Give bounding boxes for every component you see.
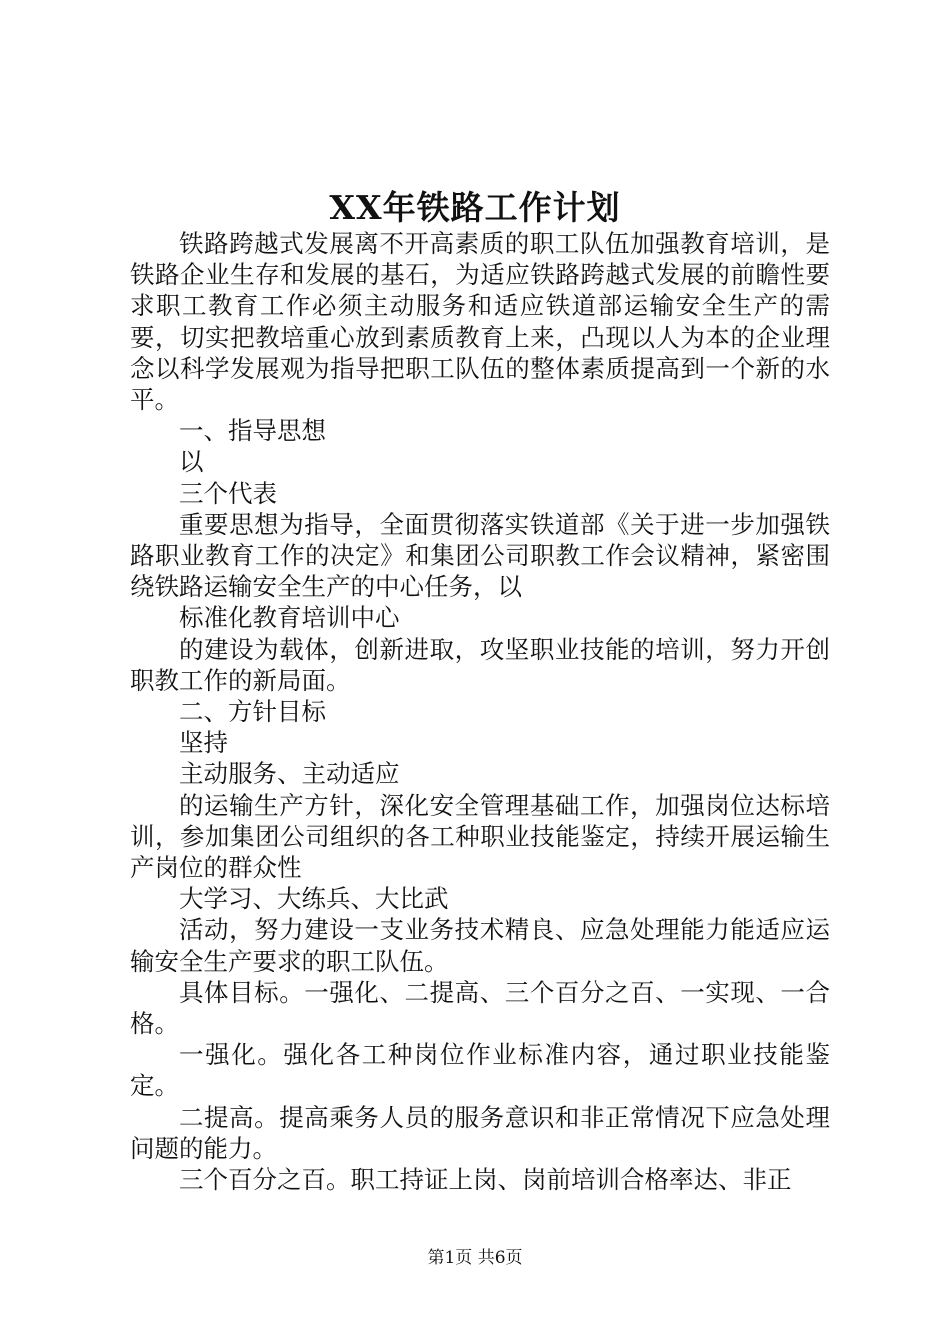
paragraph-fragment: 标准化教育培训中心 xyxy=(179,603,400,633)
paragraph-improve: 二提高。提高乘务人员的服务意识和非正常情况下应急处理问题的能力。 xyxy=(130,1102,830,1163)
paragraph-fragment: 大学习、大练兵、大比武 xyxy=(179,884,449,914)
paragraph-carrier: 的建设为载体，创新进取，攻坚职业技能的培训，努力开创职教工作的新局面。 xyxy=(130,634,830,695)
paragraph-activity: 活动，努力建设一支业务技术精良、应急处理能力能适应运输安全生产要求的职工队伍。 xyxy=(130,915,830,976)
paragraph-fragment: 三个代表 xyxy=(179,478,277,508)
paragraph-policy: 的运输生产方针，深化安全管理基础工作，加强岗位达标培训，参加集团公司组织的各工种职业技能鉴定，持续开展运输生产岗位的群众性 xyxy=(130,790,830,883)
paragraph-fragment: 以 xyxy=(179,447,204,477)
document-title: XX年铁路工作计划 xyxy=(329,188,621,227)
heading-policy-goals: 二、方针目标 xyxy=(179,697,326,727)
heading-guiding-ideology: 一、指导思想 xyxy=(179,416,326,446)
paragraph-specific-goals: 具体目标。一强化、二提高、三个百分之百、一实现、一合格。 xyxy=(130,977,830,1039)
paragraph-three-hundred-percent: 三个百分之百。职工持证上岗、岗前培训合格率达、非正 xyxy=(179,1165,792,1195)
paragraph-fragment: 坚持 xyxy=(179,728,228,758)
paragraph-guidance: 重要思想为指导，全面贯彻落实铁道部《关于进一步加强铁路职业教育工作的决定》和集团公司职教工作会议精神，紧密围绕铁路运输安全生产的中心任务，以 xyxy=(130,509,830,602)
paragraph-strengthen: 一强化。强化各工种岗位作业标准内容，通过职业技能鉴定。 xyxy=(130,1040,830,1101)
page-footer: 第1页 共6页 xyxy=(427,1248,523,1268)
paragraph-fragment: 主动服务、主动适应 xyxy=(179,759,400,789)
paragraph-intro: 铁路跨越式发展离不开高素质的职工队伍加强教育培训，是铁路企业生存和发展的基石，为适应铁路跨越式发展的前瞻性要求职工教育工作必须主动服务和适应铁道部运输安全生产的需要，切实把教培重心放到素质教育上来，凸现以人为本的企业理念以科学发展观为指导把职工队伍的整体素质提高到一个新的水平。 xyxy=(130,229,830,415)
document-body xyxy=(130,228,830,1195)
